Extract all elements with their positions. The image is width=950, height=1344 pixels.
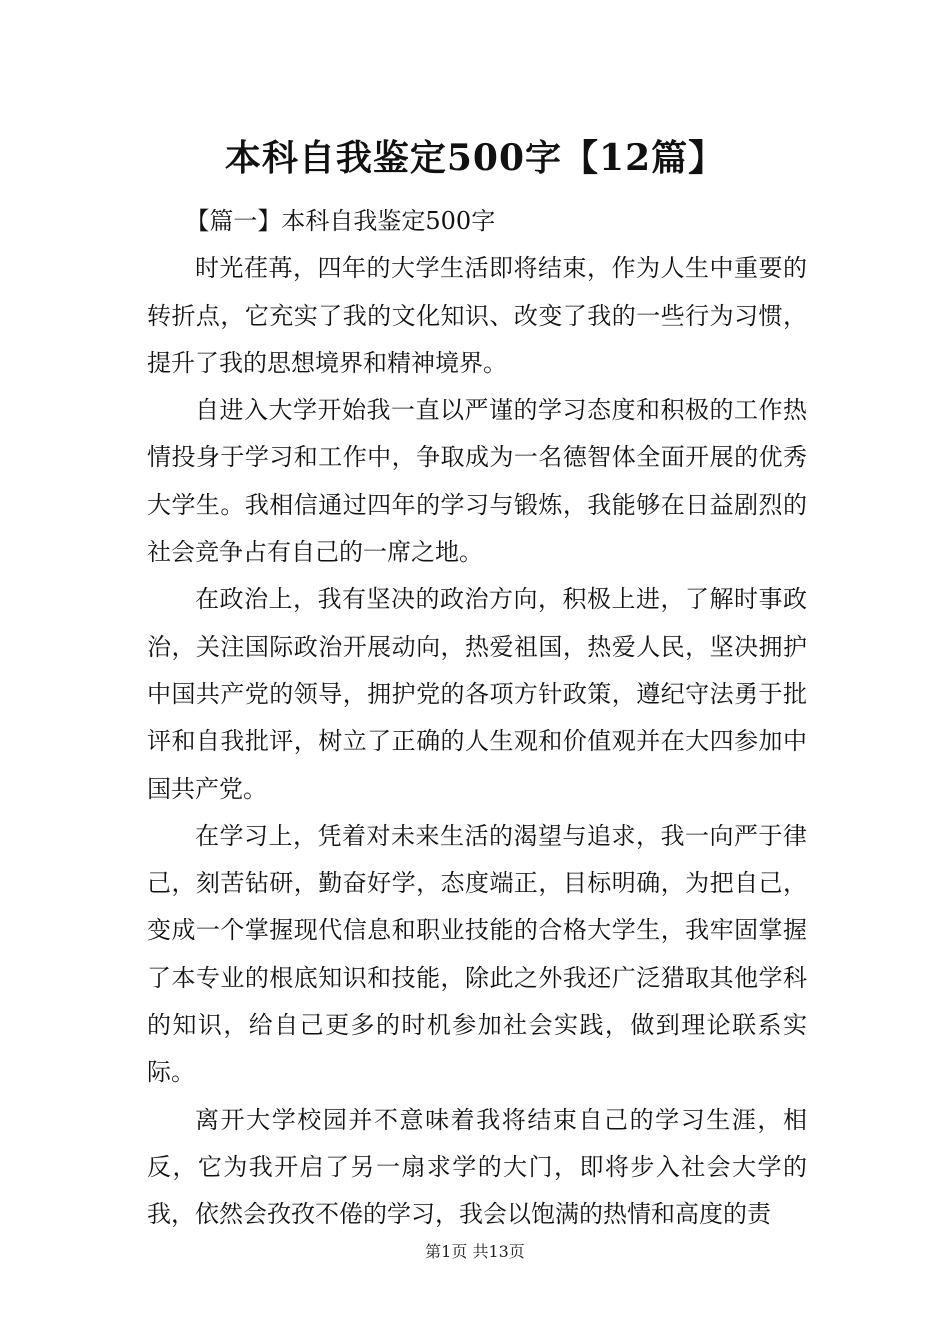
page-number-footer: 第1页 共13页: [425, 1242, 525, 1261]
paragraph-3: 在政治上，我有坚决的政治方向，积极上进，了解时事政治，关注国际政治开展动向，热爱祖国，热爱人民，坚决拥护中国共产党的领导，拥护党的各项方针政策，遵纪守法勇于批评和自我批评，树立了正确的人生观和价值观并在大四参加中国共产党。: [147, 585, 807, 803]
document-title: 本科自我鉴定500字【12篇】: [224, 137, 726, 179]
paragraph-2: 自进入大学开始我一直以严谨的学习态度和积极的工作热情投身于学习和工作中，争取成为一名德智体全面开展的优秀大学生。我相信通过四年的学习与锻炼，我能够在日益剧烈的社会竞争占有自己的一席之地。: [147, 396, 807, 567]
paragraph-4: 在学习上，凭着对未来生活的渴望与追求，我一向严于律己，刻苦钻研，勤奋好学，态度端正，目标明确，为把自己，变成一个掌握现代信息和职业技能的合格大学生，我牢固掌握了本专业的根底知识和技能，除此之外我还广泛猎取其他学科的知识，给自己更多的时机参加社会实践，做到理论联系实际。: [147, 821, 807, 1087]
paragraph-1: 时光荏苒，四年的大学生活即将结束，作为人生中重要的转折点，它充实了我的文化知识、改变了我的一些行为习惯，提升了我的思想境界和精神境界。: [147, 254, 807, 377]
paragraph-5: 离开大学校园并不意味着我将结束自己的学习生涯，相反，它为我开启了另一扇求学的大门，即将步入社会大学的我，依然会孜孜不倦的学习，我会以饱满的热情和高度的责: [147, 1105, 807, 1229]
document-body: [147, 198, 807, 1239]
section-heading: 【篇一】本科自我鉴定500字: [185, 207, 496, 235]
